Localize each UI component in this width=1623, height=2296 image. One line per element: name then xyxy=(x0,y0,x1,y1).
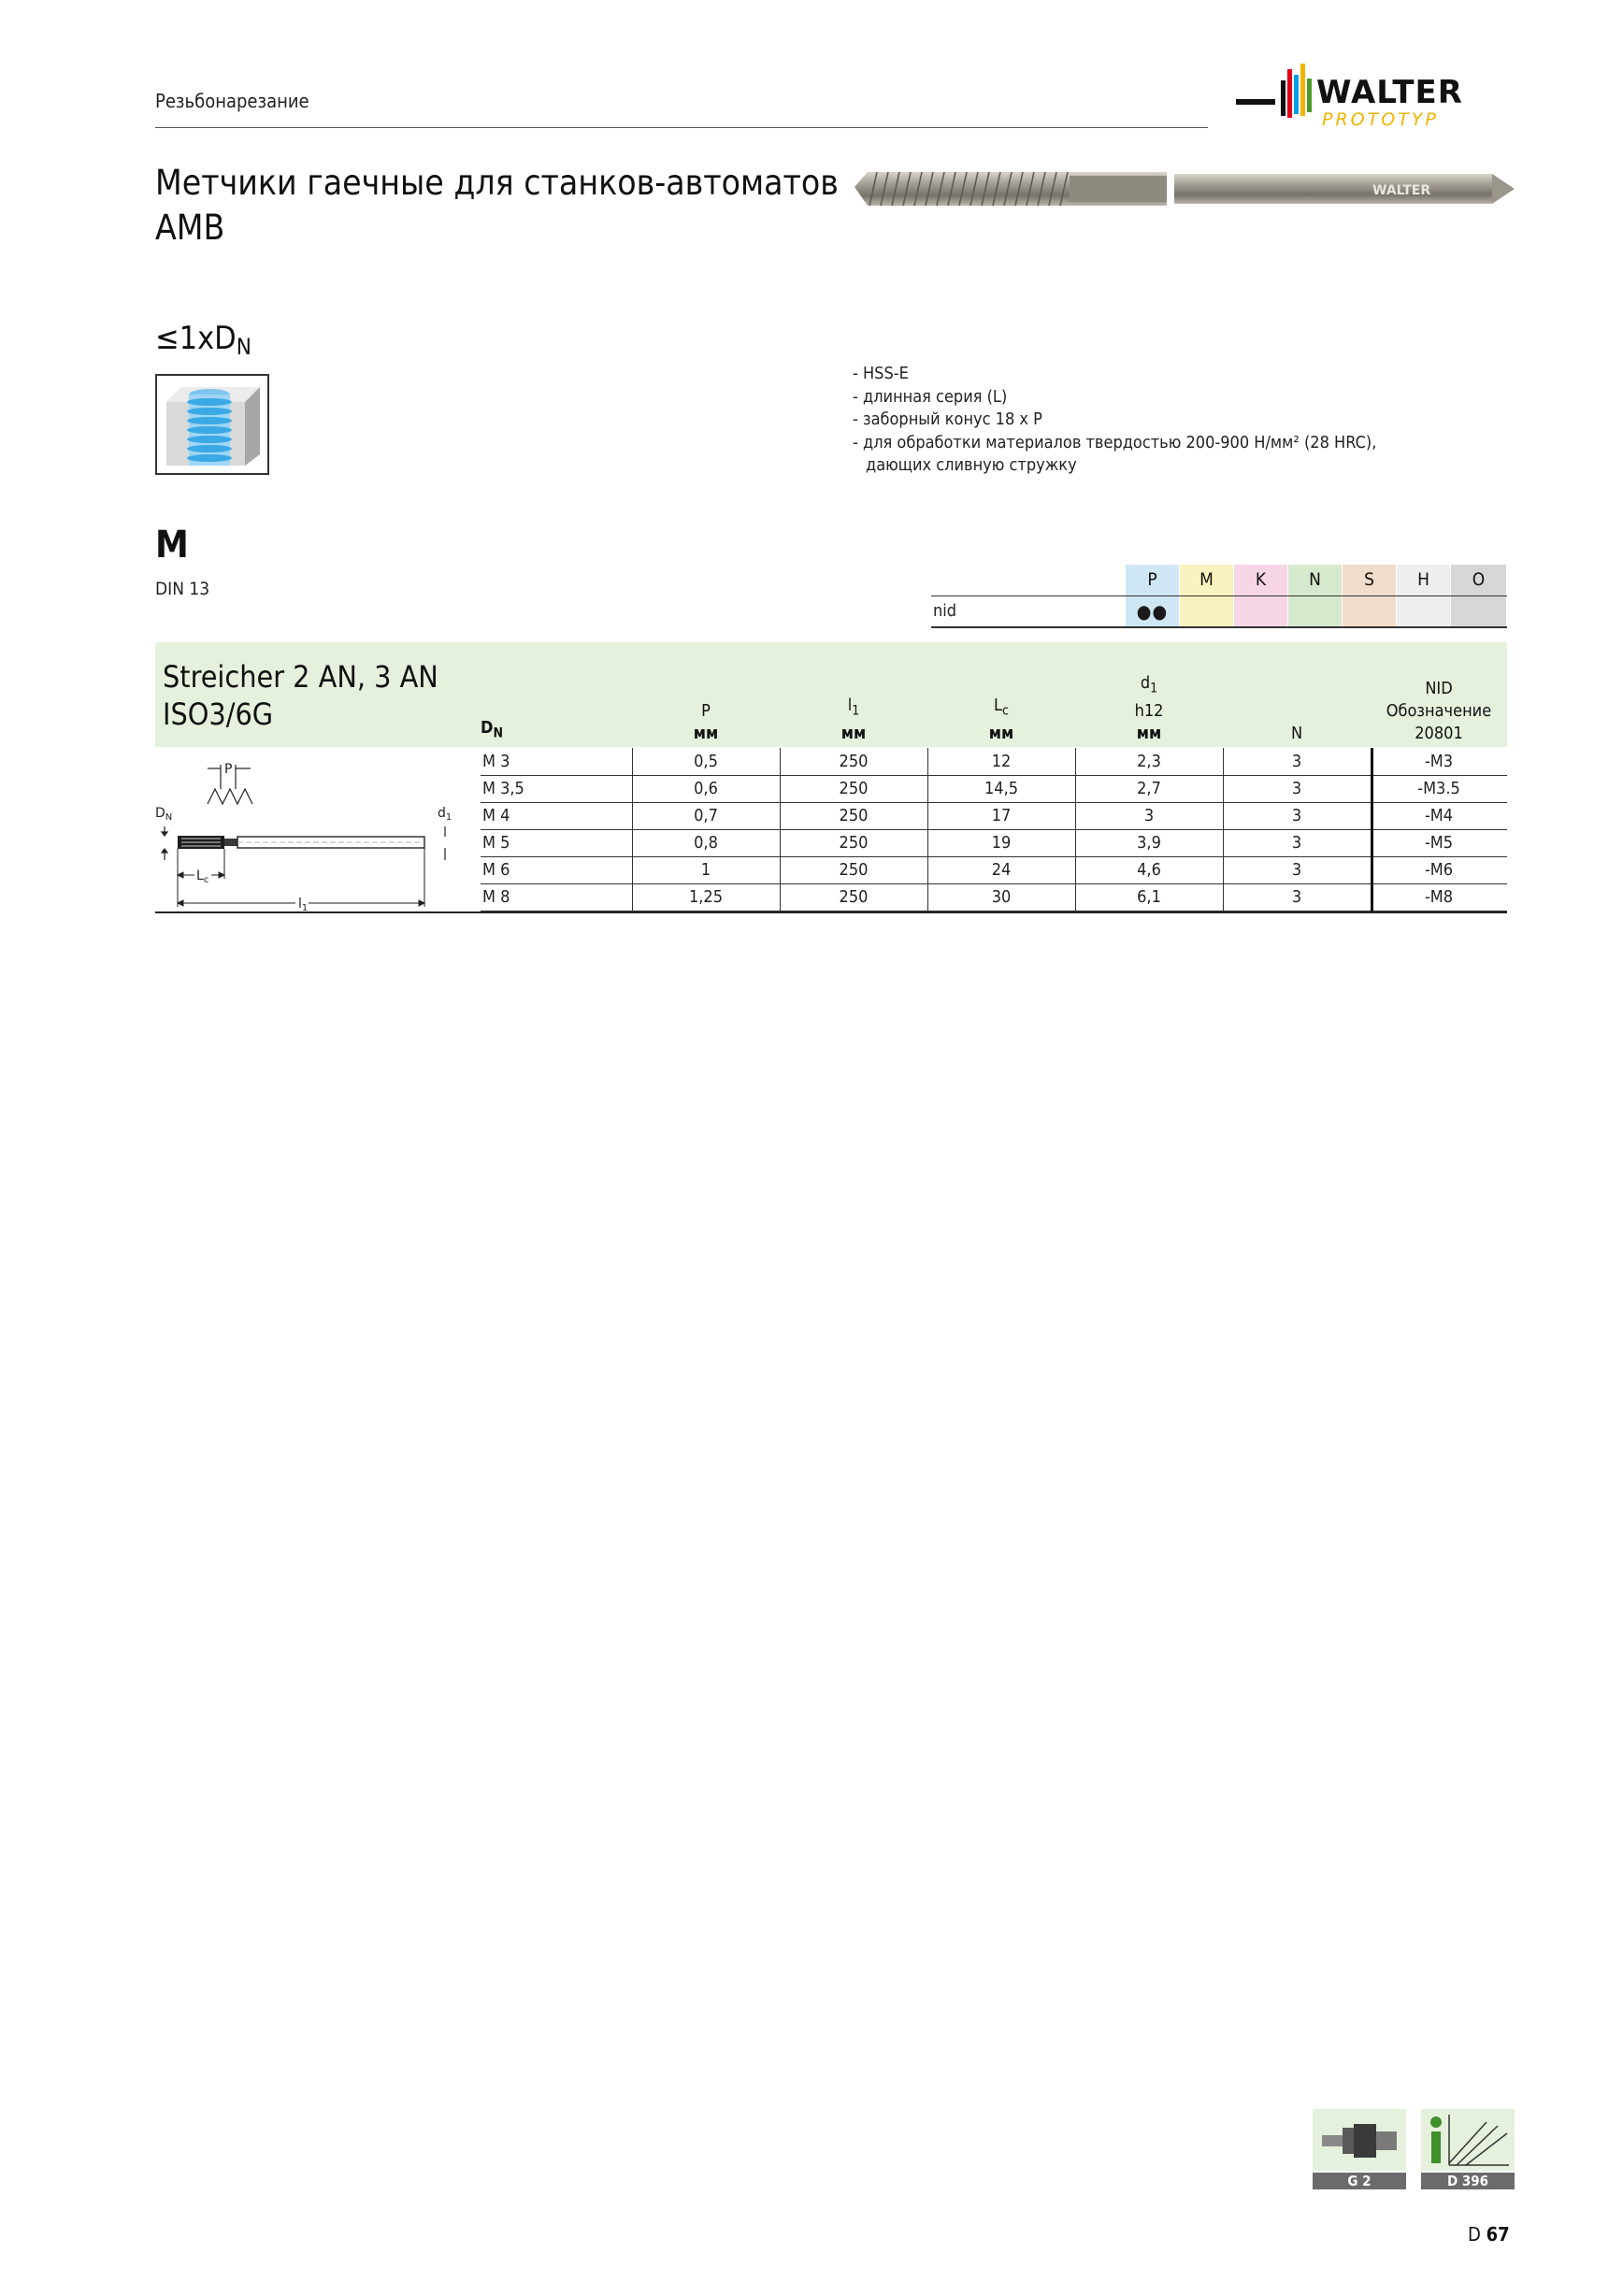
table-row xyxy=(481,775,1507,803)
cell-lc: 24 xyxy=(991,860,1012,880)
cell-l1: 250 xyxy=(839,806,869,825)
cell-code: -M3 xyxy=(1424,752,1454,771)
cell-dn: M 3 xyxy=(482,752,510,771)
material-head-p: P xyxy=(1126,565,1180,596)
page-number: D 67 xyxy=(1468,2223,1510,2246)
toolholder-icon xyxy=(1313,2109,1406,2171)
feature-item: - длинная серия (L) xyxy=(853,386,1376,409)
material-head-o: O xyxy=(1451,565,1507,596)
drawing-label-l1: $l_1$ xyxy=(298,897,309,912)
table-row xyxy=(481,829,1507,857)
logo-sub-text: PROTOTYP xyxy=(1322,109,1439,130)
cell-lc: 30 xyxy=(991,887,1012,907)
cell-n: 3 xyxy=(1291,860,1302,880)
material-cell-o xyxy=(1451,596,1507,626)
cell-l1: 250 xyxy=(839,833,869,853)
material-cell-n xyxy=(1288,596,1343,626)
cell-p: 0,8 xyxy=(694,833,718,853)
table-row xyxy=(481,748,1507,776)
material-cell-h xyxy=(1397,596,1451,626)
material-cell-k xyxy=(1234,596,1288,626)
cell-n: 3 xyxy=(1291,779,1302,798)
material-row-label: nid xyxy=(933,601,957,621)
cell-l1: 250 xyxy=(839,779,869,798)
cell-d1: 3 xyxy=(1143,806,1155,825)
cell-lc: 14,5 xyxy=(984,779,1019,798)
column-divider xyxy=(927,748,928,912)
product-photo-tap xyxy=(849,159,1518,219)
column-divider xyxy=(632,748,633,912)
col-head-lc: $L_c$ мм xyxy=(988,696,1014,743)
through-hole-thread-icon xyxy=(155,374,269,475)
material-cell-p xyxy=(1126,596,1180,626)
series-name xyxy=(163,658,438,733)
feature-item: - HSS-E xyxy=(853,363,1376,386)
cell-lc: 19 xyxy=(991,833,1012,853)
depth-ratio xyxy=(155,320,251,360)
cell-code: -M8 xyxy=(1424,887,1454,907)
drawing-label-lc: $L_c$ xyxy=(196,868,209,885)
cell-p: 0,5 xyxy=(694,752,718,771)
cell-dn: M 4 xyxy=(482,806,510,825)
cell-l1: 250 xyxy=(839,860,869,880)
reference-label: D 396 xyxy=(1421,2173,1515,2189)
feature-item-continued: дающих сливную стружку xyxy=(866,455,1077,475)
tap-dimension-drawing xyxy=(155,748,456,912)
col-head-l1: $l_1$ мм xyxy=(840,696,867,743)
table-row xyxy=(481,802,1507,830)
cell-dn: M 3,5 xyxy=(482,779,524,798)
cell-n: 3 xyxy=(1291,887,1302,907)
cell-code: -M6 xyxy=(1424,860,1454,880)
column-divider-thick xyxy=(1371,748,1373,912)
logo-brand-text: WALTER xyxy=(1316,74,1463,111)
material-head-n: N xyxy=(1288,565,1343,596)
depth-ratio-text: ≤1xD xyxy=(155,320,237,357)
photo-brand-mark: WALTER xyxy=(1372,183,1431,198)
cell-code: -M4 xyxy=(1424,806,1454,825)
material-head-h: H xyxy=(1397,565,1451,596)
suitability-dots: ●● xyxy=(1136,600,1169,623)
cell-p: 1 xyxy=(700,860,711,880)
cell-d1: 2,3 xyxy=(1137,752,1161,771)
col-head-nid: NID Обозначение 20801 xyxy=(1386,679,1492,743)
material-head-k: K xyxy=(1234,565,1288,596)
cell-dn: M 5 xyxy=(482,833,510,853)
col-head-d1: $d_1$ h12 мм xyxy=(1134,673,1164,743)
column-divider xyxy=(1075,748,1076,912)
cell-l1: 250 xyxy=(839,887,869,907)
page-title-line2: AMB xyxy=(155,208,225,248)
header-divider xyxy=(155,127,1208,128)
cell-n: 3 xyxy=(1291,806,1302,825)
feature-item: - заборный конус 18 x P xyxy=(853,409,1376,432)
feature-list xyxy=(853,363,1376,478)
page-title-line1: Метчики гаечные для станков-автоматов xyxy=(155,163,839,203)
feature-item: - для обработки материалов твердостью 200-900 Н/мм² (28 HRC), xyxy=(853,432,1376,455)
column-divider xyxy=(780,748,781,912)
drawing-label-d1: $d_1$ xyxy=(438,806,452,823)
col-head-dn: $D_N$ xyxy=(481,718,503,741)
col-head-n: N xyxy=(1290,724,1303,743)
cell-code: -M3.5 xyxy=(1417,779,1460,798)
material-head-s: S xyxy=(1343,565,1397,596)
section-title: Резьбонарезание xyxy=(155,90,309,112)
cell-p: 1,25 xyxy=(688,887,724,907)
thread-profile: M xyxy=(155,524,189,567)
cell-code: -M5 xyxy=(1424,833,1454,853)
din-standard: DIN 13 xyxy=(155,579,210,599)
cell-d1: 3,9 xyxy=(1137,833,1161,853)
cell-dn: M 6 xyxy=(482,860,510,880)
cell-d1: 4,6 xyxy=(1137,860,1161,880)
drawing-label-dn: $D_N$ xyxy=(155,806,173,823)
series-name-line1: Streicher 2 AN, 3 AN xyxy=(163,659,438,695)
cell-lc: 12 xyxy=(991,752,1012,771)
cell-lc: 17 xyxy=(991,806,1012,825)
reference-g2[interactable] xyxy=(1313,2109,1406,2189)
material-cell-s xyxy=(1343,596,1397,626)
cell-d1: 2,7 xyxy=(1137,779,1161,798)
material-cell-m xyxy=(1180,596,1234,626)
drawing-label-p: P xyxy=(224,762,233,777)
depth-ratio-sub: N xyxy=(236,334,251,360)
column-divider xyxy=(1223,748,1224,912)
page-title xyxy=(155,161,866,251)
cell-l1: 250 xyxy=(839,752,869,771)
cell-p: 0,6 xyxy=(694,779,718,798)
walter-prototyp-logo xyxy=(1236,60,1516,135)
col-head-p: P мм xyxy=(693,701,719,743)
cell-d1: 6,1 xyxy=(1137,887,1161,907)
reference-label: G 2 xyxy=(1313,2173,1406,2189)
technical-info-icon xyxy=(1421,2109,1515,2171)
table-bottom-rule xyxy=(155,911,1507,913)
table-row xyxy=(481,856,1507,884)
cell-dn: M 8 xyxy=(482,887,510,907)
reference-d396[interactable] xyxy=(1421,2109,1515,2189)
material-head-m: M xyxy=(1180,565,1234,596)
cell-n: 3 xyxy=(1291,752,1302,771)
cell-p: 0,7 xyxy=(694,806,718,825)
table-row xyxy=(481,883,1507,911)
series-name-line2: ISO3/6G xyxy=(163,696,274,732)
cell-n: 3 xyxy=(1291,833,1302,853)
material-groups-table xyxy=(931,565,1507,628)
